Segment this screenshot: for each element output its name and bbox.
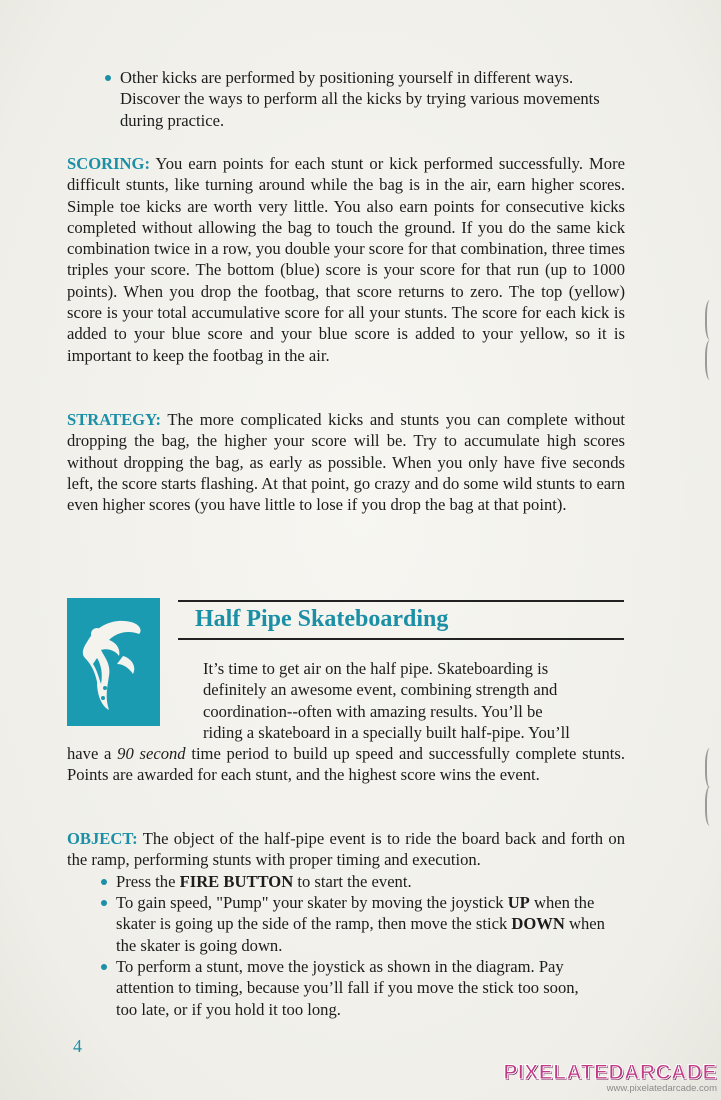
strategy-text: The more complicated kicks and stunts you can complete without dropping the bag, the higher your score will be. Try to accumulate high scores without dropping the bag, as early as possible. When you only have five seconds left, the score starts flashing. At that point, go crazy and do some wild stunts to earn even higher scores (you have little to lose if you drop the bag at that point).	[67, 410, 625, 515]
page-number: 4	[73, 1036, 82, 1056]
bullet-text: when the skater is going up the side of the ramp, then move the stick	[116, 893, 595, 934]
intro-line: riding a skateboard in a specially built half-pipe. You’ll	[203, 722, 570, 742]
object-text: The object of the half-pipe event is to ride the board back and forth on the ramp, performing stunts with proper timing and execution.	[67, 829, 625, 870]
skateboarder-icon	[67, 598, 160, 726]
object-bullet	[101, 892, 621, 956]
section-rule-top	[178, 600, 624, 602]
section-intro-wrapped	[203, 658, 623, 743]
binding-mark	[705, 748, 717, 788]
time-period: 90 second	[117, 744, 186, 763]
intro-line: It’s time to get air on the half pipe. Skateboarding is	[203, 659, 549, 678]
intro-bullet	[105, 67, 610, 131]
fire-button-key: FIRE BUTTON	[179, 872, 294, 891]
binding-mark	[705, 786, 717, 826]
up-key: UP	[507, 893, 530, 912]
scoring-heading: SCORING:	[67, 154, 150, 173]
intro-tail-text: have a	[67, 744, 118, 763]
strategy-heading: STRATEGY:	[67, 410, 162, 429]
watermark	[503, 1061, 717, 1094]
bullet-dot-icon	[101, 879, 107, 885]
binding-mark	[705, 300, 717, 340]
down-key: DOWN	[511, 914, 565, 934]
section-icon-box	[67, 598, 160, 726]
object-heading: OBJECT:	[67, 829, 138, 848]
intro-bullet-text: Other kicks are performed by positioning yourself in different ways. Discover the ways to perform all the kicks by trying various movements during practice.	[120, 68, 600, 130]
intro-line: coordination--often with amazing results. You’ll be	[203, 701, 543, 721]
section-intro-tail	[67, 743, 625, 786]
scoring-text: You earn points for each stunt or kick performed successfully. More difficult stunts, like turning around while the bag is in the air, earn higher scores. Simple toe kicks are worth very little. You also earn points for consecutive kicks completed without allowing the bag to touch the ground. If you do the same kick combination twice in a row, you double your score for that combination, three times triples your score. The bottom (blue) score is your score for that run (up to 1000 points). When you drop the footbag, that score returns to zero. The top (yellow) score is your total accumulative score for all your stunts. The score for each kick is added to your blue score and your blue score is added to your yellow, so it is important to keep the footbag in the air.	[67, 154, 625, 365]
bullet-dot-icon	[101, 964, 107, 970]
scoring-paragraph	[67, 153, 625, 366]
watermark-url: www.pixelatedarcade.com	[606, 1083, 717, 1094]
section-rule-bottom	[178, 638, 624, 640]
intro-line: definitely an awesome event, combining strength and	[203, 680, 558, 700]
watermark-logo: PIXELATEDARCADE	[503, 1061, 717, 1084]
bullet-dot-icon	[105, 75, 111, 81]
bullet-text: Press the	[116, 872, 180, 891]
intro-tail-text-2: time period to build up speed and successfully complete stunts. Points are awarded for each stunt, and the highest score wins the event.	[67, 744, 625, 785]
object-paragraph	[67, 828, 625, 871]
bullet-text: To gain speed, "Pump" your skater by moving the joystick	[116, 893, 508, 912]
object-bullet	[101, 956, 591, 1020]
binding-mark	[705, 340, 717, 380]
strategy-paragraph	[67, 409, 625, 515]
bullet-dot-icon	[101, 900, 107, 906]
bullet-text: when the skater is going down.	[116, 914, 605, 955]
bullet-text: To perform a stunt, move the joystick as shown in the diagram. Pay attention to timing, because you’ll fall if you move the stick too soon, too late, or if you hold it too long.	[116, 957, 579, 1019]
object-bullet	[101, 871, 621, 892]
bullet-text: to start the event.	[293, 872, 412, 891]
section-title: Half Pipe Skateboarding	[195, 606, 449, 632]
